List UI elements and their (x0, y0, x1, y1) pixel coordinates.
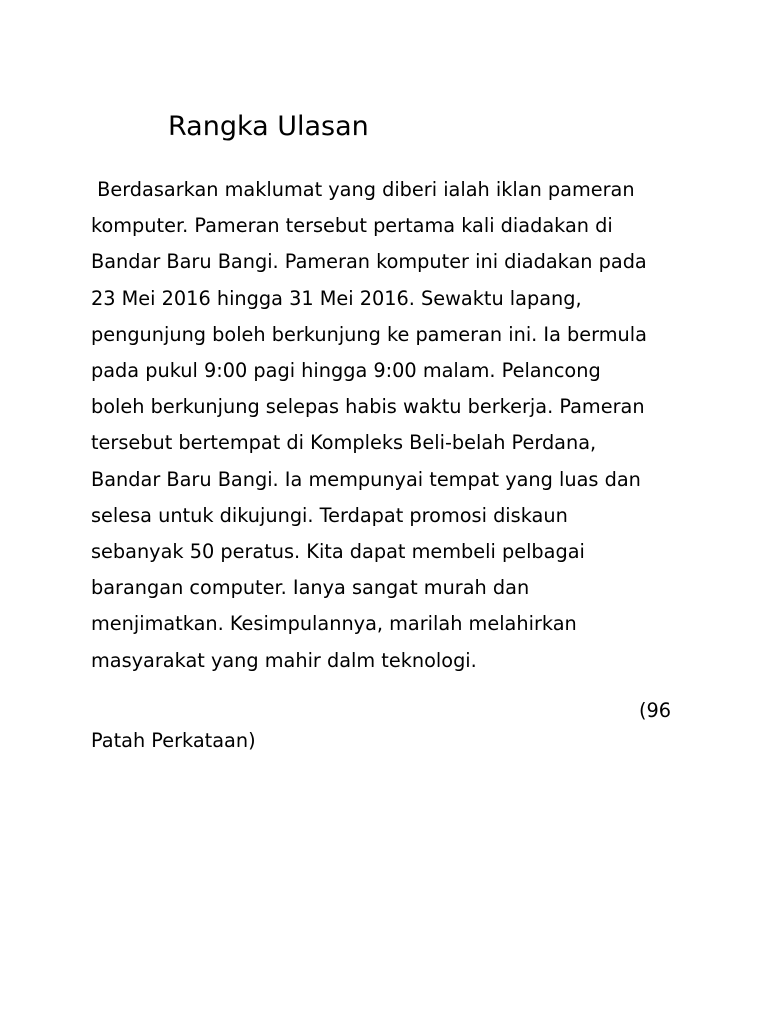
word-count (91, 696, 671, 756)
body-line: pengunjung boleh berkunjung ke pameran ini. Ia bermula (91, 322, 647, 346)
body-line: pada pukul 9:00 pagi hingga 9:00 malam. Pelancong (91, 359, 601, 383)
body-line: masyarakat yang mahir dalm teknologi. (91, 648, 477, 672)
body-line: Bandar Baru Bangi. Pameran komputer ini diadakan pada (91, 250, 647, 274)
document-body (91, 172, 711, 679)
body-line: 23 Mei 2016 hingga 31 Mei 2016. Sewaktu lapang, (91, 286, 582, 310)
body-line: barangan computer. Ianya sangat murah dan (91, 576, 530, 600)
body-line: boleh berkunjung selepas habis waktu berkerja. Pameran (91, 395, 645, 419)
body-line: komputer. Pameran tersebut pertama kali diadakan di (91, 214, 613, 238)
word-count-unit: Patah Perkataan) (91, 729, 256, 752)
body-line: selesa untuk dikujungi. Terdapat promosi diskaun (91, 503, 568, 527)
body-line: tersebut bertempat di Kompleks Beli-belah Perdana, (91, 431, 597, 455)
document-title: Rangka Ulasan (168, 111, 369, 142)
body-line: Berdasarkan maklumat yang diberi ialah iklan pameran (91, 178, 635, 201)
body-line: sebanyak 50 peratus. Kita dapat membeli pelbagai (91, 540, 585, 564)
word-count-number: (96 (638, 699, 671, 722)
body-line: menjimatkan. Kesimpulannya, marilah melahirkan (91, 612, 577, 636)
body-line: Bandar Baru Bangi. Ia mempunyai tempat yang luas dan (91, 467, 641, 491)
